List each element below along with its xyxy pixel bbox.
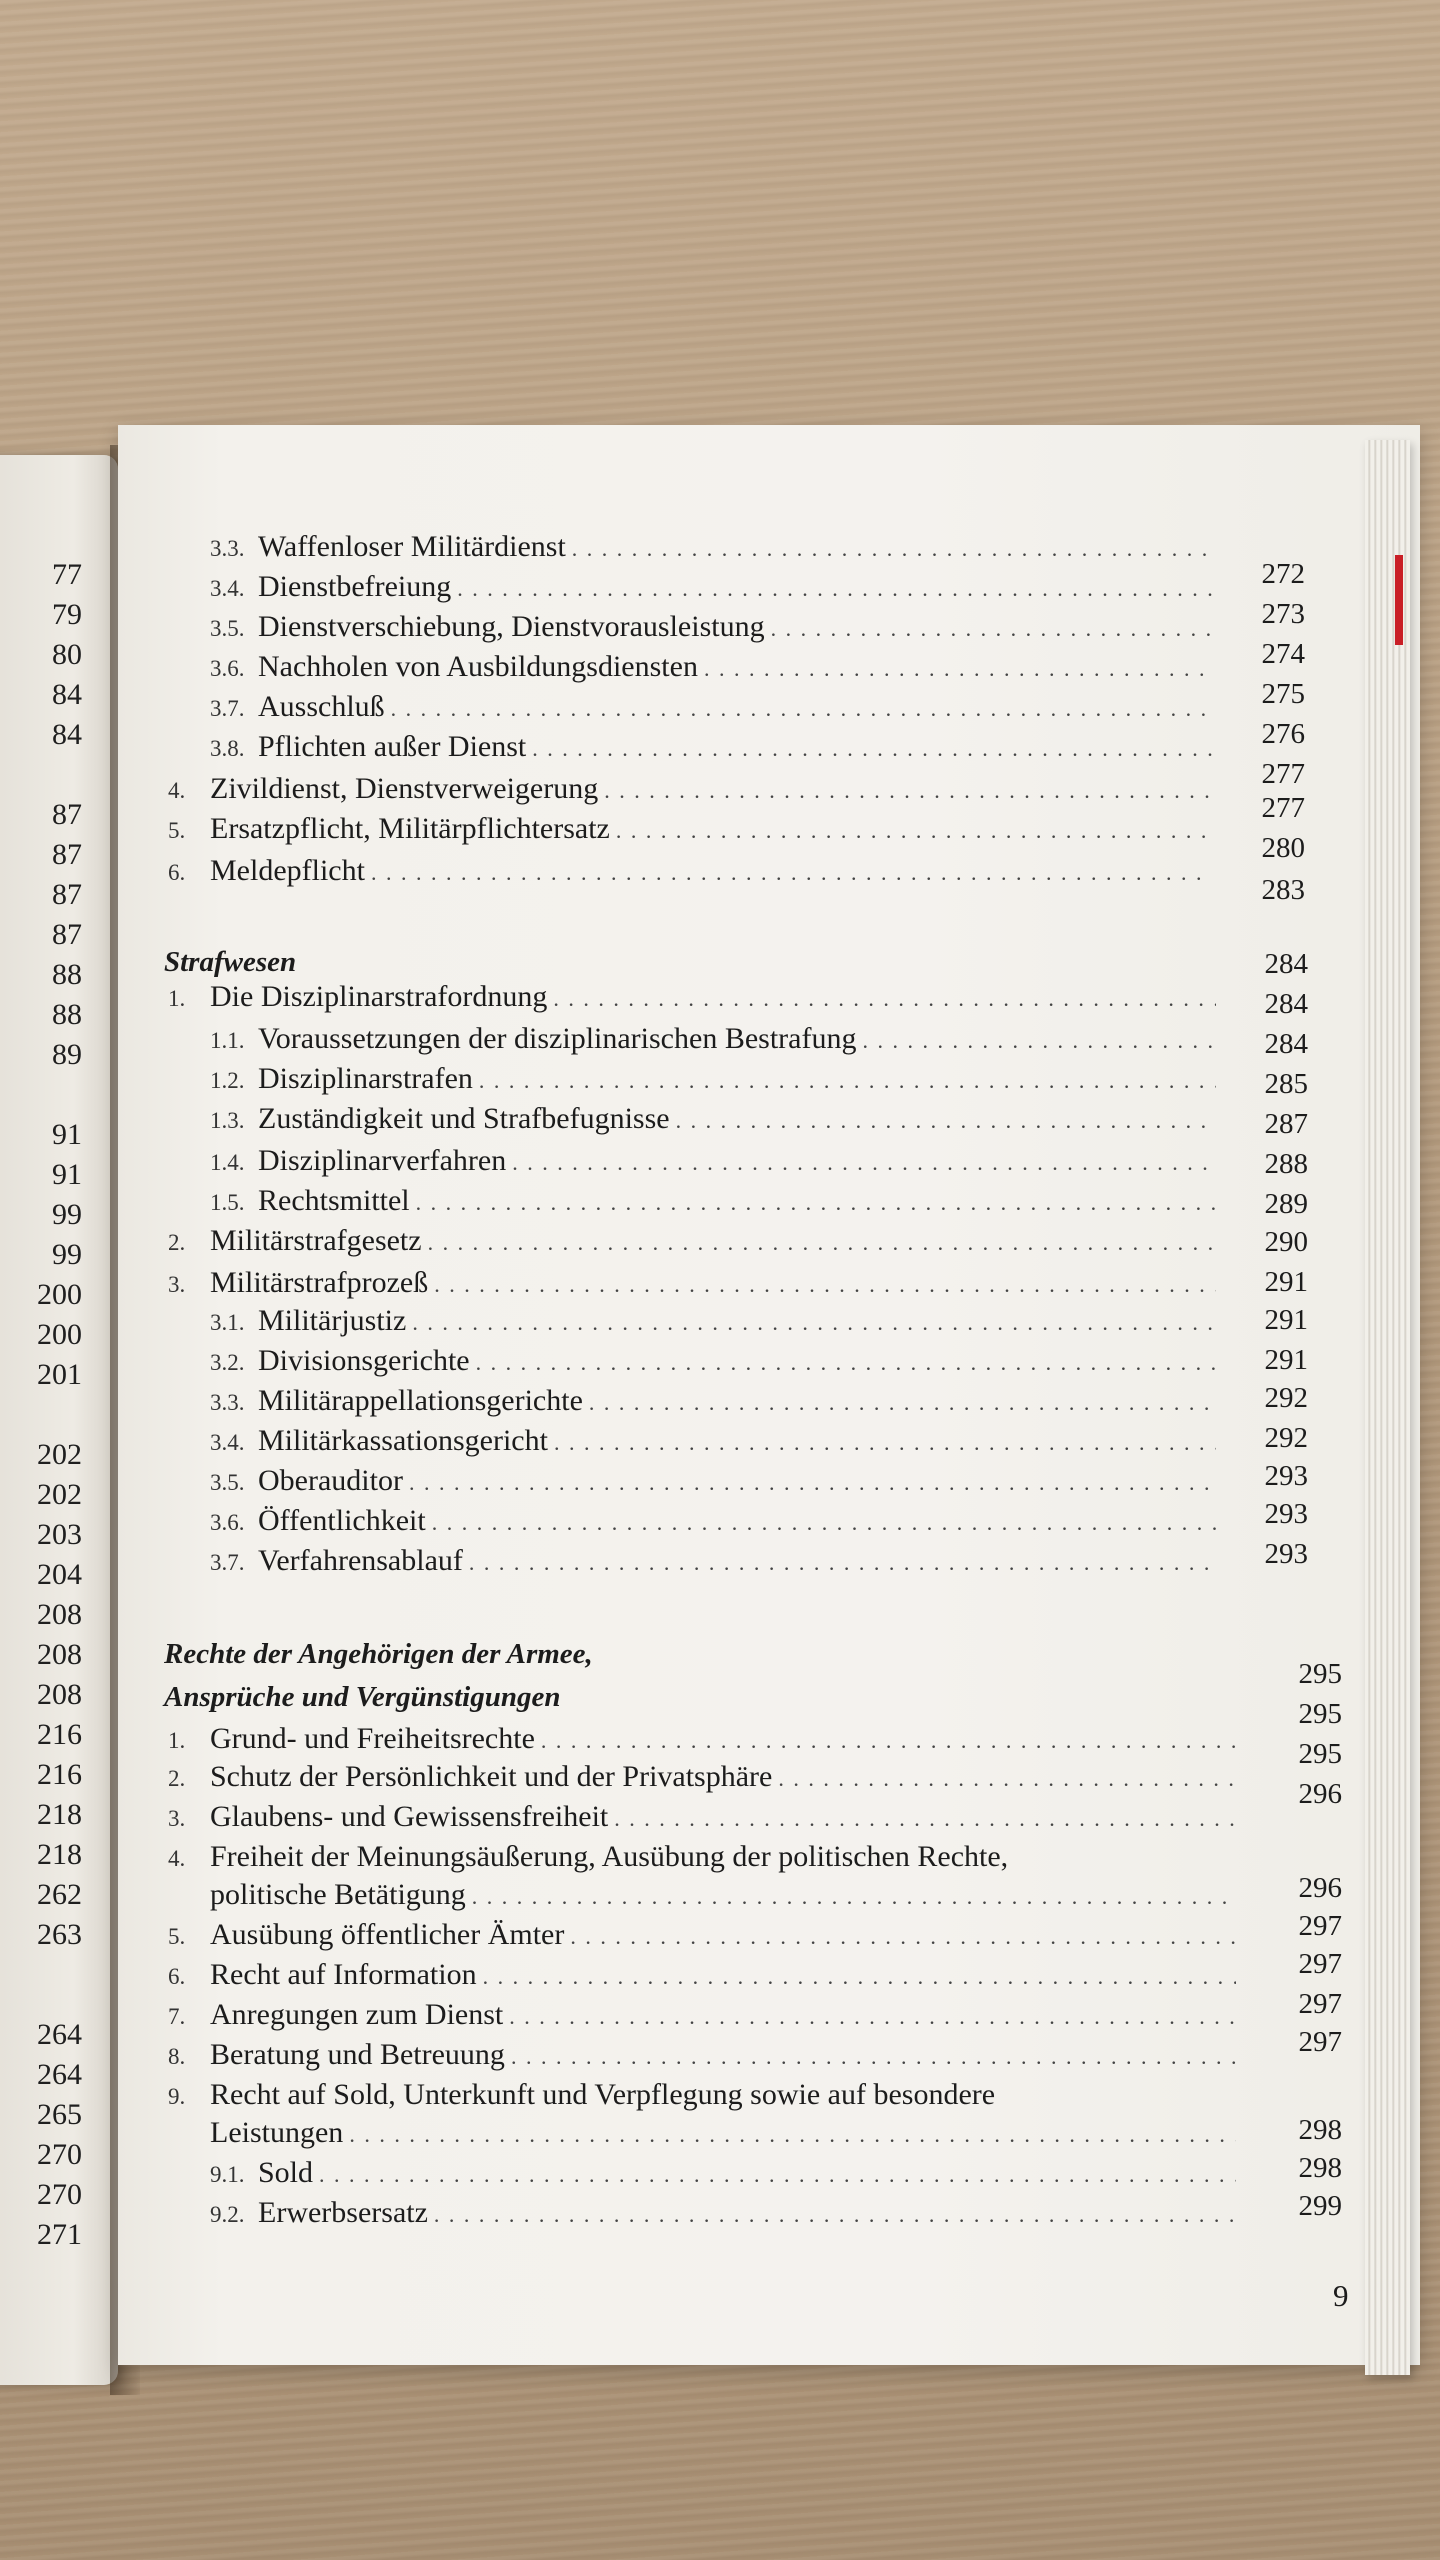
- toc-entry-number: 1.2.: [210, 1068, 245, 1093]
- toc-entry-number: 4.: [168, 778, 186, 803]
- toc-leader-dots: [479, 1070, 1216, 1092]
- toc-leader-dots: [604, 780, 1212, 802]
- toc-page-number: 298: [1298, 2152, 1342, 2184]
- left-page-number: 200: [37, 1318, 82, 1351]
- toc-page-number: 298: [1298, 2114, 1342, 2146]
- toc-page-number: 285: [1264, 1068, 1308, 1100]
- toc-entry-number: 3.: [168, 1272, 186, 1297]
- toc-entry-label: Voraussetzungen der disziplinarischen Bestrafung: [258, 1022, 857, 1055]
- toc-entry-number: 1.4.: [210, 1150, 245, 1175]
- left-page-number: 218: [37, 1798, 82, 1831]
- left-page-number: 200: [37, 1278, 82, 1311]
- toc-entry: [210, 1386, 1216, 1416]
- left-page-number: 216: [37, 1718, 82, 1751]
- toc-entry-number: 2.: [168, 1766, 186, 1791]
- toc-entry-label: Dienstverschiebung, Dienstvorausleistung: [258, 610, 765, 643]
- toc-entry-label: Rechtsmittel: [258, 1184, 410, 1217]
- toc-page-number: 297: [1298, 1910, 1342, 1942]
- left-page-number: 265: [37, 2098, 82, 2131]
- toc-leader-dots: [676, 1110, 1216, 1132]
- toc-entry-number: 5.: [168, 818, 186, 843]
- toc-entry-number: 3.8.: [210, 736, 245, 761]
- toc-entry: [210, 1346, 1216, 1376]
- toc-leader-dots: [532, 738, 1212, 760]
- toc-entry-label: Waffenloser Militärdienst: [258, 530, 566, 563]
- toc-entry-number: 3.7.: [210, 696, 245, 721]
- toc-entry-number: 3.4.: [210, 576, 245, 601]
- toc-entry: [210, 692, 1212, 722]
- toc-entry: [168, 1842, 1236, 1872]
- left-page-number: 204: [37, 1558, 82, 1591]
- toc-page-number: 297: [1298, 1948, 1342, 1980]
- toc-leader-dots: [428, 1232, 1216, 1254]
- toc-entry: [210, 1466, 1216, 1496]
- toc-page-number: 290: [1264, 1226, 1308, 1258]
- left-page-number: 208: [37, 1678, 82, 1711]
- toc-leader-dots: [416, 1192, 1216, 1214]
- toc-entry-label: Militärstrafprozeß: [210, 1266, 429, 1299]
- toc-entry-label: Glaubens- und Gewissensfreiheit: [210, 1800, 609, 1833]
- toc-page-number: 274: [1261, 638, 1305, 670]
- toc-entry-label: Verfahrensablauf: [258, 1544, 463, 1577]
- toc-page-number: 283: [1261, 874, 1305, 906]
- left-page-number: 88: [52, 998, 82, 1031]
- toc-page-number: 275: [1261, 678, 1305, 710]
- toc-page-number: 293: [1264, 1460, 1308, 1492]
- toc-entry: [168, 2000, 1236, 2030]
- toc-entry-label: Militärappellationsgerichte: [258, 1384, 583, 1417]
- section-title-strafwesen: Strafwesen: [164, 946, 297, 978]
- toc-page-number: 292: [1264, 1382, 1308, 1414]
- toc-entry: [210, 2118, 1236, 2148]
- toc-page-number: 299: [1298, 2190, 1342, 2222]
- toc-entry: [210, 1506, 1216, 1536]
- toc-entry-label: Leistungen: [210, 2116, 344, 2149]
- toc-entry: [210, 1146, 1216, 1176]
- toc-entry-label: Sold: [258, 2156, 314, 2189]
- toc-entry-label: Militärjustiz: [258, 1304, 407, 1337]
- toc-page-number: 277: [1261, 792, 1305, 824]
- toc-entry: [168, 814, 1212, 844]
- toc-entry-label: politische Betätigung: [210, 1878, 466, 1911]
- toc-entry-number: 8.: [168, 2044, 186, 2069]
- toc-page-number: 291: [1264, 1344, 1308, 1376]
- toc-entry: [168, 1226, 1216, 1256]
- left-page-number: 80: [52, 638, 82, 671]
- left-page-number: 77: [52, 558, 82, 591]
- toc-entry-label: Grund- und Freiheitsrechte: [210, 1722, 535, 1755]
- toc-entry: [210, 572, 1212, 602]
- toc-entry: [168, 1802, 1236, 1832]
- toc-entry-label: Erwerbsersatz: [258, 2196, 428, 2229]
- toc-leader-dots: [349, 2124, 1236, 2146]
- toc-page-number: 276: [1261, 718, 1305, 750]
- toc-leader-dots: [509, 2006, 1236, 2028]
- toc-leader-dots: [554, 1432, 1216, 1454]
- section-title-rechte-1: Rechte der Angehörigen der Armee,: [164, 1638, 593, 1670]
- toc-leader-dots: [778, 1768, 1236, 1790]
- toc-entry-number: 3.5.: [210, 1470, 245, 1495]
- left-page-number: 270: [37, 2138, 82, 2171]
- toc-entry: [168, 2080, 1236, 2110]
- section-title-rechte-2: Ansprüche und Vergünstigungen: [164, 1681, 561, 1713]
- toc-leader-dots: [512, 1152, 1216, 1174]
- toc-leader-dots: [457, 578, 1212, 600]
- toc-entry: [168, 2040, 1236, 2070]
- toc-entry: [210, 1186, 1216, 1216]
- toc-entry-label: Beratung und Betreuung: [210, 2038, 505, 2071]
- toc-entry-number: 3.3.: [210, 1390, 245, 1415]
- toc-entry: [210, 612, 1212, 642]
- toc-entry-number: 5.: [168, 1924, 186, 1949]
- left-page-number: 270: [37, 2178, 82, 2211]
- left-page-number: 271: [37, 2218, 82, 2251]
- toc-entry: [210, 1064, 1216, 1094]
- left-page-number: 263: [37, 1918, 82, 1951]
- toc-page-number: 297: [1298, 1988, 1342, 2020]
- toc-leader-dots: [771, 618, 1212, 640]
- toc-leader-dots: [472, 1886, 1236, 1908]
- toc-entry-number: 1.: [168, 1728, 186, 1753]
- toc-leader-dots: [469, 1552, 1216, 1574]
- toc-entry-label: Dienstbefreiung: [258, 570, 452, 603]
- toc-entry-number: 3.2.: [210, 1350, 245, 1375]
- toc-entry: [168, 1960, 1236, 1990]
- left-page-number: 216: [37, 1758, 82, 1791]
- toc-page-number: 272: [1261, 558, 1305, 590]
- left-page-number: 262: [37, 1878, 82, 1911]
- toc-leader-dots: [434, 1274, 1216, 1296]
- toc-leader-dots: [589, 1392, 1216, 1414]
- toc-entry-number: 4.: [168, 1846, 186, 1871]
- toc-entry-label: Divisionsgerichte: [258, 1344, 470, 1377]
- toc-entry-label: Disziplinarstrafen: [258, 1062, 473, 1095]
- toc-entry-number: 3.7.: [210, 1550, 245, 1575]
- toc-leader-dots: [541, 1730, 1236, 1752]
- toc-entry: [210, 732, 1212, 762]
- toc-entry-number: 6.: [168, 1964, 186, 1989]
- toc-entry-label: Recht auf Information: [210, 1958, 477, 1991]
- toc-leader-dots: [483, 1966, 1236, 1988]
- left-page-number: 202: [37, 1478, 82, 1511]
- toc-leader-dots: [614, 1808, 1236, 1830]
- toc-entry-label: Meldepflicht: [210, 854, 365, 887]
- left-page-number: 91: [52, 1158, 82, 1191]
- toc-leader-dots: [476, 1352, 1216, 1374]
- toc-entry: [168, 1268, 1216, 1298]
- toc-entry-label: Militärstrafgesetz: [210, 1224, 422, 1257]
- toc-page-number: 296: [1298, 1872, 1342, 1904]
- toc-entry-label: Ausübung öffentlicher Ämter: [210, 1918, 565, 1951]
- toc-entry: [168, 982, 1216, 1012]
- toc-entry: [168, 1920, 1236, 1950]
- left-page-number: 89: [52, 1038, 82, 1071]
- toc-entry: [210, 1880, 1236, 1910]
- toc-entry-label: Die Disziplinarstrafordnung: [210, 980, 548, 1013]
- left-page-number: 87: [52, 918, 82, 951]
- toc-entry: [210, 532, 1212, 562]
- toc-entry: [168, 856, 1212, 886]
- bookmark-ribbon: [1395, 555, 1403, 645]
- toc-leader-dots: [409, 1472, 1216, 1494]
- toc-entry: [168, 774, 1212, 804]
- toc-page-number: 288: [1264, 1148, 1308, 1180]
- toc-entry: [210, 652, 1212, 682]
- left-page-number: 87: [52, 838, 82, 871]
- left-page-number: 208: [37, 1638, 82, 1671]
- toc-entry-number: 1.: [168, 986, 186, 1011]
- toc-entry-number: 3.5.: [210, 616, 245, 641]
- toc-entry-number: 3.3.: [210, 536, 245, 561]
- toc-entry-number: 3.4.: [210, 1430, 245, 1455]
- toc-entry-label: Freiheit der Meinungsäußerung, Ausübung der politischen Rechte,: [210, 1840, 1009, 1873]
- toc-page-number: 289: [1264, 1188, 1308, 1220]
- left-page-number: 91: [52, 1118, 82, 1151]
- toc-entry: [168, 1724, 1236, 1754]
- toc-entry-label: Pflichten außer Dienst: [258, 730, 527, 763]
- toc-entry: [210, 1546, 1216, 1576]
- toc-page-number: 295: [1298, 1658, 1342, 1690]
- toc-entry: [168, 1762, 1236, 1792]
- toc-leader-dots: [391, 698, 1212, 720]
- left-page-number: 218: [37, 1838, 82, 1871]
- toc-page-number: 291: [1264, 1266, 1308, 1298]
- left-page-number: 84: [52, 678, 82, 711]
- toc-entry-number: 2.: [168, 1230, 186, 1255]
- toc-page-number: 277: [1261, 758, 1305, 790]
- toc-entry-label: Ausschluß: [258, 690, 385, 723]
- toc-entry-number: 3.1.: [210, 1310, 245, 1335]
- toc-page-number: 280: [1261, 832, 1305, 864]
- toc-entry-label: Militärkassationsgericht: [258, 1424, 548, 1457]
- left-page-number: 99: [52, 1238, 82, 1271]
- toc-page-number: 297: [1298, 2026, 1342, 2058]
- toc-entry-number: 9.1.: [210, 2162, 245, 2187]
- left-page-number: 87: [52, 878, 82, 911]
- left-page-number: 84: [52, 718, 82, 751]
- left-page-number: 208: [37, 1598, 82, 1631]
- toc-entry-number: 9.2.: [210, 2202, 245, 2227]
- toc-leader-dots: [434, 2204, 1236, 2226]
- toc-entry-label: Ersatzpflicht, Militärpflichtersatz: [210, 812, 610, 845]
- toc-entry-label: Anregungen zum Dienst: [210, 1998, 504, 2031]
- toc-leader-dots: [511, 2046, 1236, 2068]
- toc-entry-label: Öffentlichkeit: [258, 1504, 426, 1537]
- toc-page-number: 292: [1264, 1422, 1308, 1454]
- toc-leader-dots: [371, 862, 1212, 884]
- toc-page-number: 295: [1298, 1698, 1342, 1730]
- toc-leader-dots: [319, 2164, 1236, 2186]
- toc-leader-dots: [572, 538, 1212, 560]
- toc-entry-label: Zivildienst, Dienstverweigerung: [210, 772, 599, 805]
- toc-leader-dots: [553, 988, 1216, 1010]
- left-page-number: 87: [52, 798, 82, 831]
- toc-page-number: 293: [1264, 1538, 1308, 1570]
- toc-entry: [210, 1426, 1216, 1456]
- toc-leader-dots: [704, 658, 1212, 680]
- toc-entry-label: Nachholen von Ausbildungsdiensten: [258, 650, 698, 683]
- left-page-number: 79: [52, 598, 82, 631]
- toc-leader-dots: [862, 1030, 1216, 1052]
- toc-entry-label: Schutz der Persönlichkeit und der Privatsphäre: [210, 1760, 773, 1793]
- toc-entry-number: 3.: [168, 1806, 186, 1831]
- left-page-number: 202: [37, 1438, 82, 1471]
- toc-page-number: 273: [1261, 598, 1305, 630]
- left-page-number: 264: [37, 2058, 82, 2091]
- left-page-number: 203: [37, 1518, 82, 1551]
- toc-entry: [210, 1306, 1216, 1336]
- toc-entry-number: 1.1.: [210, 1028, 245, 1053]
- toc-entry: [210, 1104, 1216, 1134]
- toc-entry-number: 9.: [168, 2084, 186, 2109]
- toc-page-number: 287: [1264, 1108, 1308, 1140]
- toc-entry: [210, 2158, 1236, 2188]
- toc-page-number: 293: [1264, 1498, 1308, 1530]
- toc-page-number: 284: [1264, 948, 1308, 980]
- toc-entry-label: Zuständigkeit und Strafbefugnisse: [258, 1102, 670, 1135]
- page-edges: [1365, 440, 1410, 2375]
- toc-page-number: 295: [1298, 1738, 1342, 1770]
- left-page: [0, 455, 118, 2385]
- toc-entry-number: 1.3.: [210, 1108, 245, 1133]
- left-page-number: 264: [37, 2018, 82, 2051]
- toc-entry-number: 7.: [168, 2004, 186, 2029]
- page-folio: 9: [1333, 2278, 1349, 2313]
- toc-entry-label: Recht auf Sold, Unterkunft und Verpflegung sowie auf besondere: [210, 2078, 996, 2111]
- toc-entry: [210, 2198, 1236, 2228]
- toc-entry-label: Oberauditor: [258, 1464, 403, 1497]
- toc-leader-dots: [412, 1312, 1216, 1334]
- toc-leader-dots: [432, 1512, 1216, 1534]
- toc-entry-number: 3.6.: [210, 1510, 245, 1535]
- toc-entry-number: 6.: [168, 860, 186, 885]
- toc-entry-number: 1.5.: [210, 1190, 245, 1215]
- toc-entry-label: Disziplinarverfahren: [258, 1144, 507, 1177]
- left-page-number: 201: [37, 1358, 82, 1391]
- toc-page-number: 291: [1264, 1304, 1308, 1336]
- toc-entry: [210, 1024, 1216, 1054]
- toc-page-number: 284: [1264, 988, 1308, 1020]
- left-page-number: 88: [52, 958, 82, 991]
- toc-leader-dots: [616, 820, 1212, 842]
- toc-page-number: 296: [1298, 1778, 1342, 1810]
- left-page-number: 99: [52, 1198, 82, 1231]
- toc-entry-number: 3.6.: [210, 656, 245, 681]
- toc-page-number: 284: [1264, 1028, 1308, 1060]
- toc-leader-dots: [570, 1926, 1236, 1948]
